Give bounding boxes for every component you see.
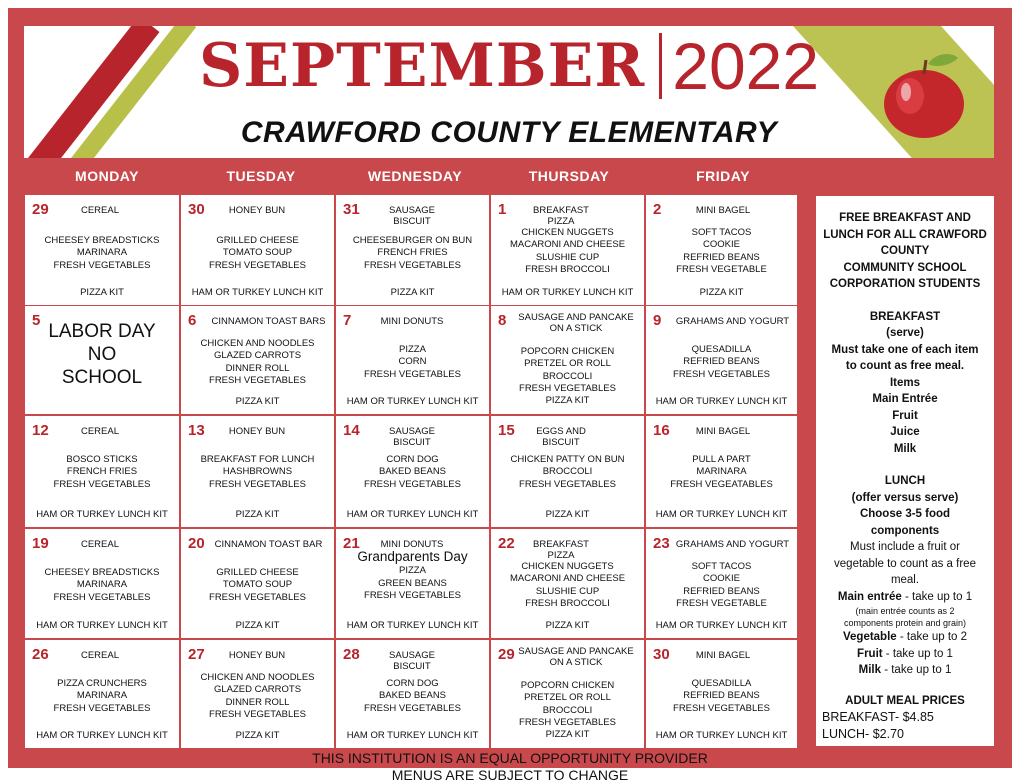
lunch-kit-option: PIZZA KIT (545, 509, 590, 520)
lunch-item: HASHBROWNS (222, 466, 293, 478)
day-cell (646, 529, 797, 638)
lunch-items (336, 235, 489, 272)
lunch-kit-option: PIZZA KIT (80, 287, 124, 298)
lunch-item: GRILLED CHEESE (216, 567, 299, 578)
weekday-friday: FRIDAY (696, 168, 750, 184)
lunch-item: BAKED BEANS (378, 690, 447, 702)
menu-grid (25, 194, 797, 748)
day-cell (336, 416, 489, 527)
breakfast-item: EGGS AND BISCUIT (536, 426, 586, 448)
lunch-item: GLAZED CARROTS (213, 684, 302, 696)
lunch-item: REFRIED BEANS (683, 690, 760, 702)
lunch-item: CHICKEN PATTY ON BUN (510, 454, 625, 465)
lunch-item: FRESH VEGETABLES (673, 702, 770, 714)
day-number: 29 (498, 646, 515, 663)
lunch-items (646, 678, 797, 715)
lunch-items (491, 454, 644, 491)
weekday-thursday: THURSDAY (528, 168, 610, 184)
calendar-header (24, 26, 994, 158)
breakfast-item: CEREAL (80, 205, 119, 216)
lunch-item: FRESH VEGETABLES (53, 591, 151, 603)
footer (300, 750, 720, 784)
breakfast-item: BREAKFAST PIZZA (533, 205, 589, 227)
lunch-item: FRESH VEGETABLES (53, 702, 151, 714)
breakfast-item: SAUSAGE AND PANCAKE ON A STICK (518, 646, 634, 668)
breakfast-item: CEREAL (80, 650, 119, 661)
prices-title: ADULT MEAL PRICES (845, 694, 965, 707)
footer-line-2: MENUS ARE SUBJECT TO CHANGE (391, 767, 629, 783)
lunch-kit-option: HAM OR TURKEY LUNCH KIT (346, 396, 479, 407)
day-cell (491, 195, 644, 305)
day-number: 30 (653, 646, 670, 663)
page-title (24, 28, 994, 104)
lunch-item: MARINARA (76, 247, 128, 259)
lunch-item: FRESH VEGETABLES (364, 478, 461, 490)
lunch-item: BOSCO STICKS (66, 454, 138, 465)
special-event: Grandparents Day (357, 549, 468, 564)
lunch-item: QUESADILLA (691, 344, 752, 355)
lunch-item: CORN DOG (386, 678, 439, 689)
day-cell (336, 306, 489, 414)
milk-value: - take up to 1 (881, 664, 952, 676)
breakfast-item: SAUSAGE BISCUIT (389, 650, 435, 672)
lunch-serve: (offer versus serve) (851, 491, 959, 504)
lunch-item: FRESH VEGETABLES (364, 259, 461, 271)
lunch-item: SLUSHIE CUP (535, 251, 600, 263)
lunch-item: CHICKEN AND NOODLES (200, 672, 315, 683)
day-cell (336, 529, 489, 638)
lunch-item: BROCCOLI (542, 466, 593, 478)
day-cell (181, 640, 334, 748)
holiday-line: NO (87, 344, 117, 365)
lunch-item: FRESH VEGETABLES (209, 374, 306, 386)
milk-rule (816, 662, 994, 679)
lunch-item: FRESH VEGETABLES (519, 478, 616, 490)
breakfast-item: GRAHAMS AND YOGURT (675, 316, 790, 327)
breakfast-rule: to count as free meal. (845, 360, 965, 372)
breakfast-item: SAUSAGE BISCUIT (389, 426, 435, 448)
lunch-item: FRESH VEGETABLES (209, 708, 306, 720)
lunch-items (336, 551, 489, 602)
day-number: 20 (188, 535, 205, 552)
lunch-items (491, 561, 644, 610)
day-number: 22 (498, 535, 515, 552)
breakfast-item: MINI DONUTS (380, 539, 444, 550)
lunch-item: PIZZA (399, 344, 426, 355)
lunch-items (181, 672, 334, 721)
lunch-item: CORN (398, 356, 427, 368)
title-year: 2022 (672, 29, 820, 103)
intro-line: COUNTY (880, 245, 930, 257)
lunch-items (646, 227, 797, 276)
meal-info-panel (816, 196, 994, 746)
day-number: 9 (653, 312, 662, 329)
breakfast-item: CINNAMON TOAST BAR (214, 539, 323, 550)
lunch-item: FRESH VEGETABLES (209, 591, 306, 603)
lunch-kit-option: PIZZA KIT (235, 730, 280, 741)
breakfast-item: Juice (890, 426, 920, 438)
day-number: 15 (498, 422, 515, 439)
day-cell (25, 416, 179, 527)
lunch-item: GREEN BEANS (378, 577, 447, 589)
breakfast-item: HONEY BUN (228, 650, 286, 661)
lunch-item: PULL A PART (692, 454, 751, 465)
day-number: 16 (653, 422, 670, 439)
day-cell (491, 640, 644, 748)
lunch-item: MACARONI AND CHEESE (509, 573, 626, 585)
weekday-tuesday: TUESDAY (226, 168, 296, 184)
day-number: 2 (653, 201, 662, 218)
breakfast-item: CEREAL (80, 426, 119, 437)
lunch-item: FRESH VEGETABLES (209, 478, 306, 490)
lunch-kit-option: HAM OR TURKEY LUNCH KIT (346, 509, 479, 520)
lunch-item: MARINARA (76, 579, 128, 591)
title-month: SEPTEMBER (198, 31, 646, 101)
lunch-item: MARINARA (696, 466, 747, 478)
lunch-items (25, 235, 179, 272)
lunch-item: FRESH VEGETABLES (53, 478, 151, 490)
lunch-rule: vegetable to count as a free (834, 557, 976, 570)
breakfast-title: BREAKFAST (869, 310, 941, 323)
lunch-item: MARINARA (76, 690, 128, 702)
lunch-items (646, 454, 797, 491)
lunch-kit-option: HAM OR TURKEY LUNCH KIT (346, 620, 479, 631)
lunch-item: PRETZEL OR ROLL (524, 692, 611, 704)
lunch-item: FRESH VEGETABLE (676, 597, 767, 609)
lunch-item: CHEESEY BREADSTICKS (44, 567, 160, 578)
fruit-rule (816, 646, 994, 663)
lunch-item: GLAZED CARROTS (213, 350, 302, 362)
lunch-rule: Must include a fruit or (850, 541, 960, 553)
breakfast-price: BREAKFAST- $4.85 (822, 710, 934, 724)
lunch-item: FRESH VEGEATABLES (670, 478, 773, 490)
lunch-item: CORN DOG (386, 454, 439, 465)
milk-label: Milk (858, 664, 882, 676)
main-entree-note: components protein and grain) (843, 618, 967, 628)
lunch-kit-option: HAM OR TURKEY LUNCH KIT (655, 509, 788, 520)
breakfast-item: Main Entrée (872, 393, 938, 405)
lunch-kit-option: PIZZA KIT (699, 287, 744, 298)
weekday-monday: MONDAY (75, 168, 139, 184)
vegetable-label: Vegetable (842, 631, 897, 643)
lunch-item: FRESH VEGETABLES (209, 259, 306, 271)
fruit-value: - take up to 1 (882, 647, 953, 660)
lunch-item: FRENCH FRIES (377, 247, 448, 259)
lunch-item: PIZZA KIT (545, 395, 590, 407)
day-cell (491, 529, 644, 638)
holiday-notice (25, 320, 179, 389)
lunch-item: FRESH VEGETABLES (364, 589, 461, 601)
lunch-item: FRENCH FRIES (66, 466, 138, 478)
lunch-kit-option: HAM OR TURKEY LUNCH KIT (191, 287, 324, 298)
lunch-item: POPCORN CHICKEN (520, 680, 615, 691)
lunch-items (181, 454, 334, 491)
breakfast-item: SAUSAGE BISCUIT (389, 205, 435, 227)
lunch-title: LUNCH (884, 475, 926, 487)
day-cell (336, 640, 489, 748)
lunch-item: POPCORN CHICKEN (520, 346, 615, 357)
lunch-kit-option: HAM OR TURKEY LUNCH KIT (501, 287, 634, 298)
lunch-items (646, 561, 797, 610)
lunch-item: CHEESEBURGER ON BUN (352, 235, 473, 246)
breakfast-item: MINI DONUTS (380, 316, 444, 327)
breakfast-serve: (serve) (886, 327, 924, 339)
breakfast-item: SAUSAGE AND PANCAKE ON A STICK (518, 312, 634, 334)
breakfast-item: CINNAMON TOAST BARS (211, 316, 326, 327)
day-number: 7 (343, 312, 352, 329)
breakfast-item: CEREAL (80, 539, 119, 550)
breakfast-item: BREAKFAST PIZZA (533, 539, 589, 561)
apple-icon (876, 46, 972, 142)
lunch-item: COOKIE (703, 573, 740, 585)
lunch-item: BREAKFAST FOR LUNCH (200, 454, 315, 465)
lunch-kit-option: PIZZA KIT (390, 287, 435, 298)
lunch-items (181, 338, 334, 387)
lunch-item: PIZZA KIT (545, 729, 590, 741)
lunch-item: REFRIED BEANS (683, 356, 760, 368)
lunch-kit-option: HAM OR TURKEY LUNCH KIT (655, 396, 788, 407)
fruit-label: Fruit (857, 647, 883, 660)
day-number: 19 (32, 535, 49, 552)
day-cell (646, 306, 797, 414)
lunch-item: FRESH VEGETABLES (53, 259, 151, 271)
lunch-item: FRESH VEGETABLE (676, 263, 767, 275)
day-cell (181, 529, 334, 638)
lunch-item: CHICKEN AND NOODLES (200, 338, 315, 349)
vegetable-value: - take up to 2 (896, 631, 968, 643)
breakfast-rule: Must take one of each item (831, 343, 979, 356)
day-number: 31 (343, 201, 360, 218)
lunch-item: DINNER ROLL (225, 696, 290, 708)
breakfast-item: MINI BAGEL (695, 426, 751, 437)
lunch-item: PIZZA (399, 565, 426, 577)
day-number: 5 (32, 312, 41, 329)
lunch-item: SOFT TACOS (691, 227, 752, 238)
lunch-choose: components (870, 524, 940, 537)
lunch-kit-option: HAM OR TURKEY LUNCH KIT (36, 620, 168, 631)
lunch-item: CHEESEY BREADSTICKS (44, 235, 160, 246)
school-name: CRAWFORD COUNTY ELEMENTARY (240, 116, 778, 149)
day-cell (181, 195, 334, 305)
title-divider (659, 33, 662, 99)
day-number: 29 (32, 201, 49, 218)
day-cell (25, 529, 179, 638)
lunch-rule: meal. (890, 574, 920, 586)
intro-line: COMMUNITY SCHOOL (843, 261, 967, 274)
lunch-items (491, 227, 644, 276)
lunch-kit-option: PIZZA KIT (235, 620, 280, 631)
lunch-items (491, 680, 644, 741)
lunch-items (336, 678, 489, 715)
day-cell (646, 195, 797, 305)
main-entree-note: (main entrée counts as 2 (855, 606, 955, 616)
main-entree-label: Main entrée (837, 590, 902, 603)
lunch-item: CHICKEN NUGGETS (521, 561, 614, 572)
lunch-items (336, 344, 489, 381)
lunch-item: QUESADILLA (691, 678, 752, 689)
lunch-kit-option: PIZZA KIT (235, 509, 280, 520)
lunch-item: TOMATO SOUP (222, 579, 293, 591)
holiday-line: LABOR DAY (48, 321, 156, 342)
lunch-items (25, 454, 179, 491)
breakfast-item: MINI BAGEL (695, 650, 751, 661)
breakfast-item: HONEY BUN (228, 205, 286, 216)
lunch-item: BAKED BEANS (378, 466, 447, 478)
lunch-items (646, 344, 797, 381)
lunch-items (181, 235, 334, 272)
footer-line-1: THIS INSTITUTION IS AN EQUAL OPPORTUNITY PROVIDER (312, 750, 708, 766)
day-number: 27 (188, 646, 205, 663)
lunch-item: FRESH BROCCOLI (525, 263, 610, 275)
lunch-item: FRESH BROCCOLI (525, 597, 610, 609)
day-number: 14 (343, 422, 360, 439)
breakfast-item: MINI BAGEL (695, 205, 751, 216)
lunch-kit-option: HAM OR TURKEY LUNCH KIT (655, 620, 788, 631)
weekday-wednesday: WEDNESDAY (367, 168, 463, 184)
day-number: 30 (188, 201, 205, 218)
lunch-kit-option: HAM OR TURKEY LUNCH KIT (655, 730, 788, 741)
day-cell (25, 195, 179, 305)
lunch-item: COOKIE (703, 239, 740, 251)
breakfast-item: Milk (893, 442, 917, 455)
day-number: 21 (343, 535, 360, 552)
breakfast-item: Fruit (892, 409, 918, 422)
day-cell (25, 306, 179, 414)
day-number: 1 (498, 201, 507, 218)
lunch-item: DINNER ROLL (225, 362, 290, 374)
day-number: 23 (653, 535, 670, 552)
lunch-item: BROCCOLI (542, 370, 593, 382)
lunch-item: FRESH VEGETABLES (673, 368, 770, 380)
lunch-item: SOFT TACOS (691, 561, 752, 572)
day-number: 28 (343, 646, 360, 663)
lunch-kit-option: PIZZA KIT (545, 620, 590, 631)
lunch-item: CHICKEN NUGGETS (521, 227, 614, 238)
lunch-item: TOMATO SOUP (222, 247, 293, 259)
holiday-line: SCHOOL (61, 367, 143, 388)
day-cell (181, 416, 334, 527)
day-number: 8 (498, 312, 507, 329)
day-cell (491, 416, 644, 527)
intro-line: CORPORATION STUDENTS (829, 278, 981, 290)
lunch-item: MACARONI AND CHEESE (509, 239, 626, 251)
vegetable-rule (816, 629, 994, 646)
day-cell (336, 195, 489, 305)
day-cell (646, 640, 797, 748)
lunch-item: FRESH VEGETABLES (364, 702, 461, 714)
lunch-item: GRILLED CHEESE (216, 235, 299, 246)
lunch-item: BROCCOLI (542, 704, 593, 716)
lunch-item: SLUSHIE CUP (535, 585, 600, 597)
lunch-item: FRESH VEGETABLES (519, 382, 616, 394)
day-cell (25, 640, 179, 748)
day-number: 12 (32, 422, 49, 439)
intro-line: LUNCH FOR ALL CRAWFORD (823, 228, 987, 241)
day-number: 6 (188, 312, 197, 329)
breakfast-item: HONEY BUN (228, 426, 286, 437)
lunch-kit-option: HAM OR TURKEY LUNCH KIT (36, 730, 168, 741)
lunch-item: PRETZEL OR ROLL (524, 358, 611, 370)
breakfast-item: GRAHAMS AND YOGURT (675, 539, 790, 550)
lunch-kit-option: HAM OR TURKEY LUNCH KIT (36, 509, 168, 520)
lunch-kit-option: HAM OR TURKEY LUNCH KIT (346, 730, 479, 741)
day-number: 26 (32, 646, 49, 663)
day-number: 13 (188, 422, 205, 439)
lunch-price: LUNCH- $2.70 (822, 727, 904, 741)
day-cell (181, 306, 334, 414)
lunch-item: REFRIED BEANS (683, 585, 760, 597)
lunch-items (336, 454, 489, 491)
lunch-item: REFRIED BEANS (683, 251, 760, 263)
lunch-items (491, 346, 644, 407)
lunch-item: PIZZA CRUNCHERS (57, 678, 147, 689)
lunch-item: FRESH VEGETABLES (364, 368, 461, 380)
weekday-header (26, 168, 796, 186)
intro-line: FREE BREAKFAST AND (839, 212, 971, 224)
lunch-item: FRESH VEGETABLES (519, 716, 616, 728)
lunch-items (25, 678, 179, 715)
day-cell (646, 416, 797, 527)
main-entree-value: - take up to 1 (901, 590, 973, 603)
lunch-items (25, 567, 179, 604)
items-title: Items (889, 376, 921, 389)
lunch-choose: Choose 3-5 food (859, 508, 951, 520)
day-cell (491, 306, 644, 414)
main-entree-rule (816, 589, 994, 606)
lunch-items (181, 567, 334, 604)
lunch-kit-option: PIZZA KIT (235, 396, 280, 407)
